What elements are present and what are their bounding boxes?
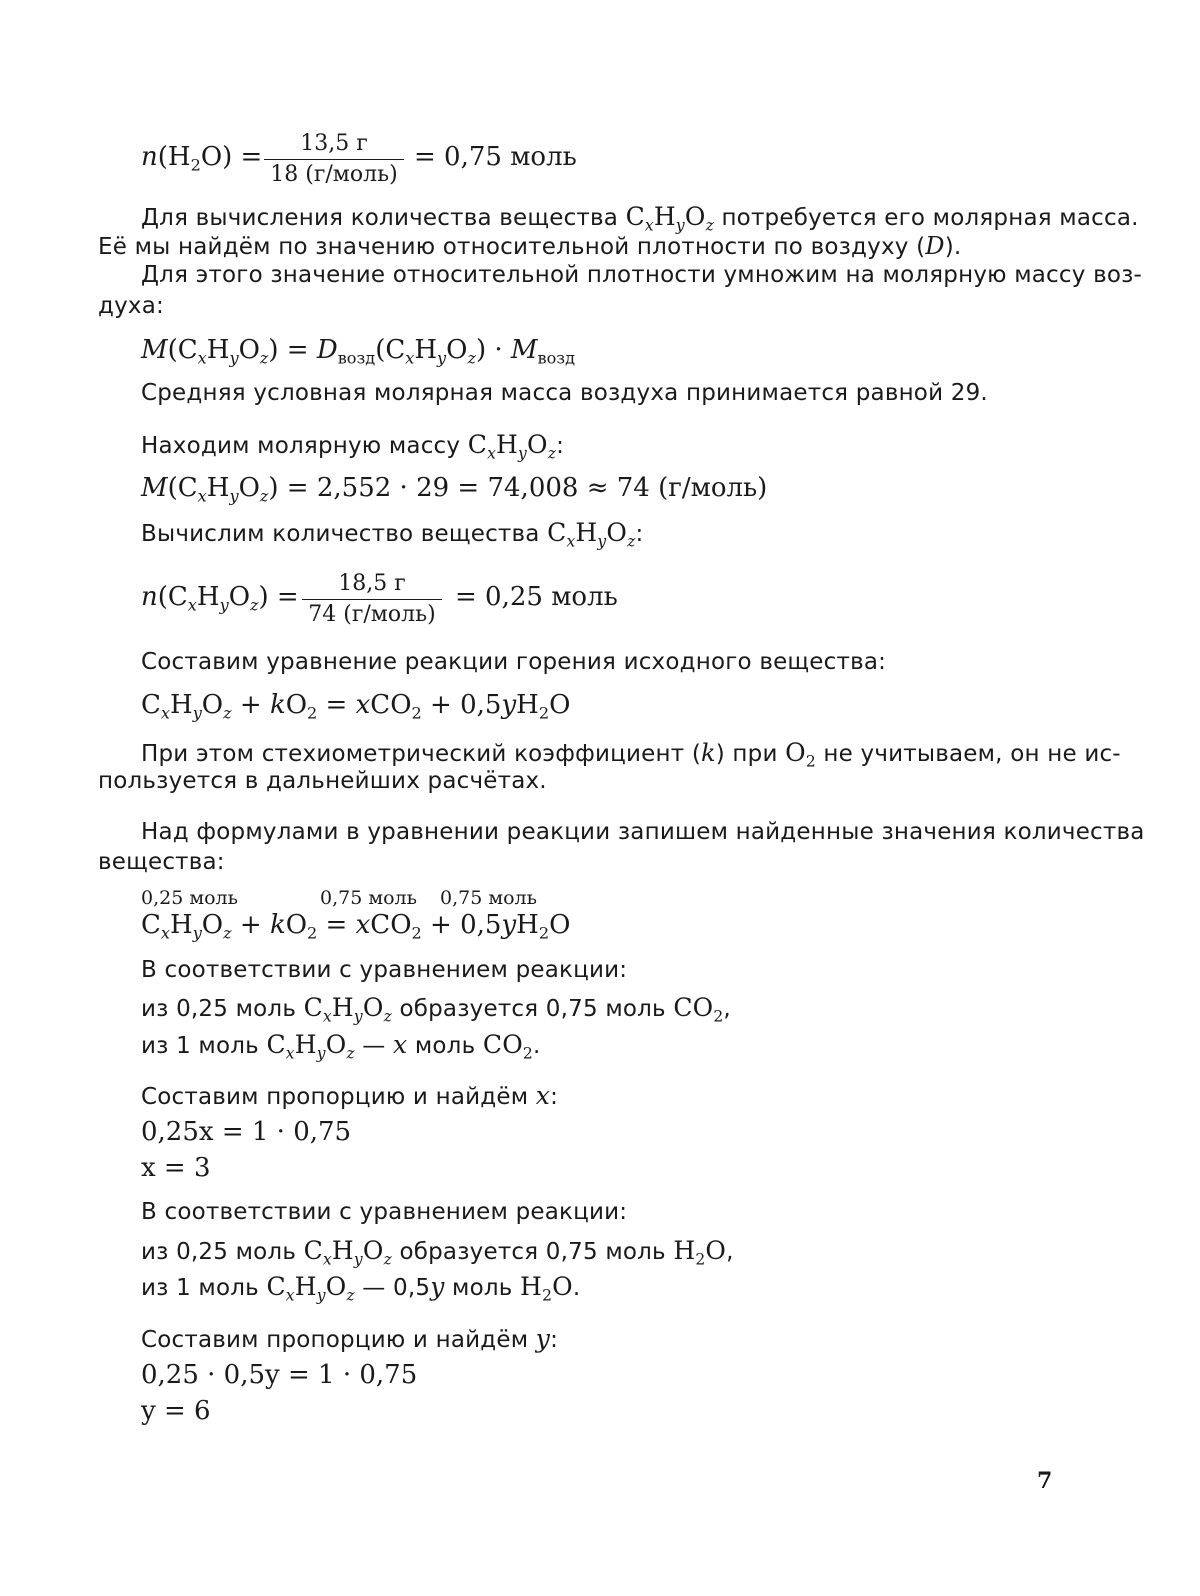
amount-label-h2o: 0,75 моль [440,887,537,909]
paragraph-line: При этом стехиометрический коэффициент (k) при $O_2$ не учитываем, он не ис- [141,738,1121,771]
paragraph-line: Составим пропорцию и найдём x: [141,1081,559,1110]
paragraph-line: Её мы найдём по значению относительной плотности по воздуху (D). [98,232,962,260]
fraction-numerator: 13,5 г [300,131,368,156]
formula-n-substance-lhs: $n(C_xH_yO_z)$ = [141,582,299,615]
paragraph-line: из 1 моль $C_xH_yO_z$ — x моль $CO_2$. [141,1030,541,1063]
paragraph-line: В соответствии с уравнением реакции: [141,957,628,983]
paragraph-line: пользуется в дальнейших расчётах. [98,768,547,794]
paragraph-line: из 0,25 моль $C_xH_yO_z$ образуется 0,75 моль $H_2O$, [141,1236,734,1269]
paragraph-line: Для этого значение относительной плотности умножим на молярную массу воз- [141,262,1143,288]
combustion-equation-annotated: $C_xH_yO_z + kO_2 = xCO_2 + 0,5yH_2O$ [141,910,571,943]
amount-label-co2: 0,75 моль [320,887,417,909]
paragraph-line: Над формулами в уравнении реакции запишем найденные значения количества [141,819,1145,845]
fraction-n-h2o [264,131,404,187]
paragraph-line: вещества: [98,849,225,875]
proportion-equation-x: 0,25x = 1 · 0,75 [141,1117,352,1147]
formula-molar-mass-definition: $M(C_xH_yO_z) = D_{возд}(C_xH_yO_z) \cdot M_{возд}$ [141,335,576,368]
combustion-equation: $C_xH_yO_z + kO_2 = xCO_2 + 0,5yH_2O$ [141,690,571,723]
fraction-denominator: 74 (г/моль) [308,602,436,627]
paragraph-line: духа: [98,293,164,319]
fraction-denominator: 18 (г/моль) [270,162,398,187]
paragraph-line: В соответствии с уравнением реакции: [141,1199,628,1225]
paragraph-line: Составим пропорцию и найдём y: [141,1324,559,1353]
fraction-numerator: 18,5 г [338,571,406,596]
paragraph-line: Составим уравнение реакции горения исходного вещества: [141,649,887,675]
paragraph-line: Вычислим количество вещества $C_xH_yO_z$: [141,518,644,551]
page-number: 7 [1037,1468,1053,1494]
formula-n-substance-rhs: = 0,25 моль [455,582,618,612]
formula-n-h2o-rhs: = 0,75 моль [414,142,577,172]
fraction-n-substance [302,571,442,627]
proportion-equation-y: 0,25 · 0,5y = 1 · 0,75 [141,1360,418,1390]
amount-label-substance: 0,25 моль [141,887,238,909]
formula-molar-mass-value: $M(C_xH_yO_z) = 2,552 \cdot 29 = 74,008 \approx 74$ (г/моль) [141,473,768,506]
paragraph-line: Средняя условная молярная масса воздуха принимается равной 29. [141,380,988,406]
paragraph-line: из 0,25 моль $C_xH_yO_z$ образуется 0,75 моль $CO_2$, [141,993,731,1026]
solution-x: x = 3 [141,1153,211,1183]
formula-n-h2o-lhs: $n(H_2O)$ = [141,142,263,175]
paragraph-line: Находим молярную массу $C_xH_yO_z$: [141,430,565,463]
paragraph-line: из 1 моль $C_xH_yO_z$ — 0,5y моль $H_2O$. [141,1272,581,1305]
solution-y: y = 6 [141,1396,211,1426]
paragraph-line: Для вычисления количества вещества $C_xH_yO_z$ потребуется его молярная масса. [141,202,1139,235]
